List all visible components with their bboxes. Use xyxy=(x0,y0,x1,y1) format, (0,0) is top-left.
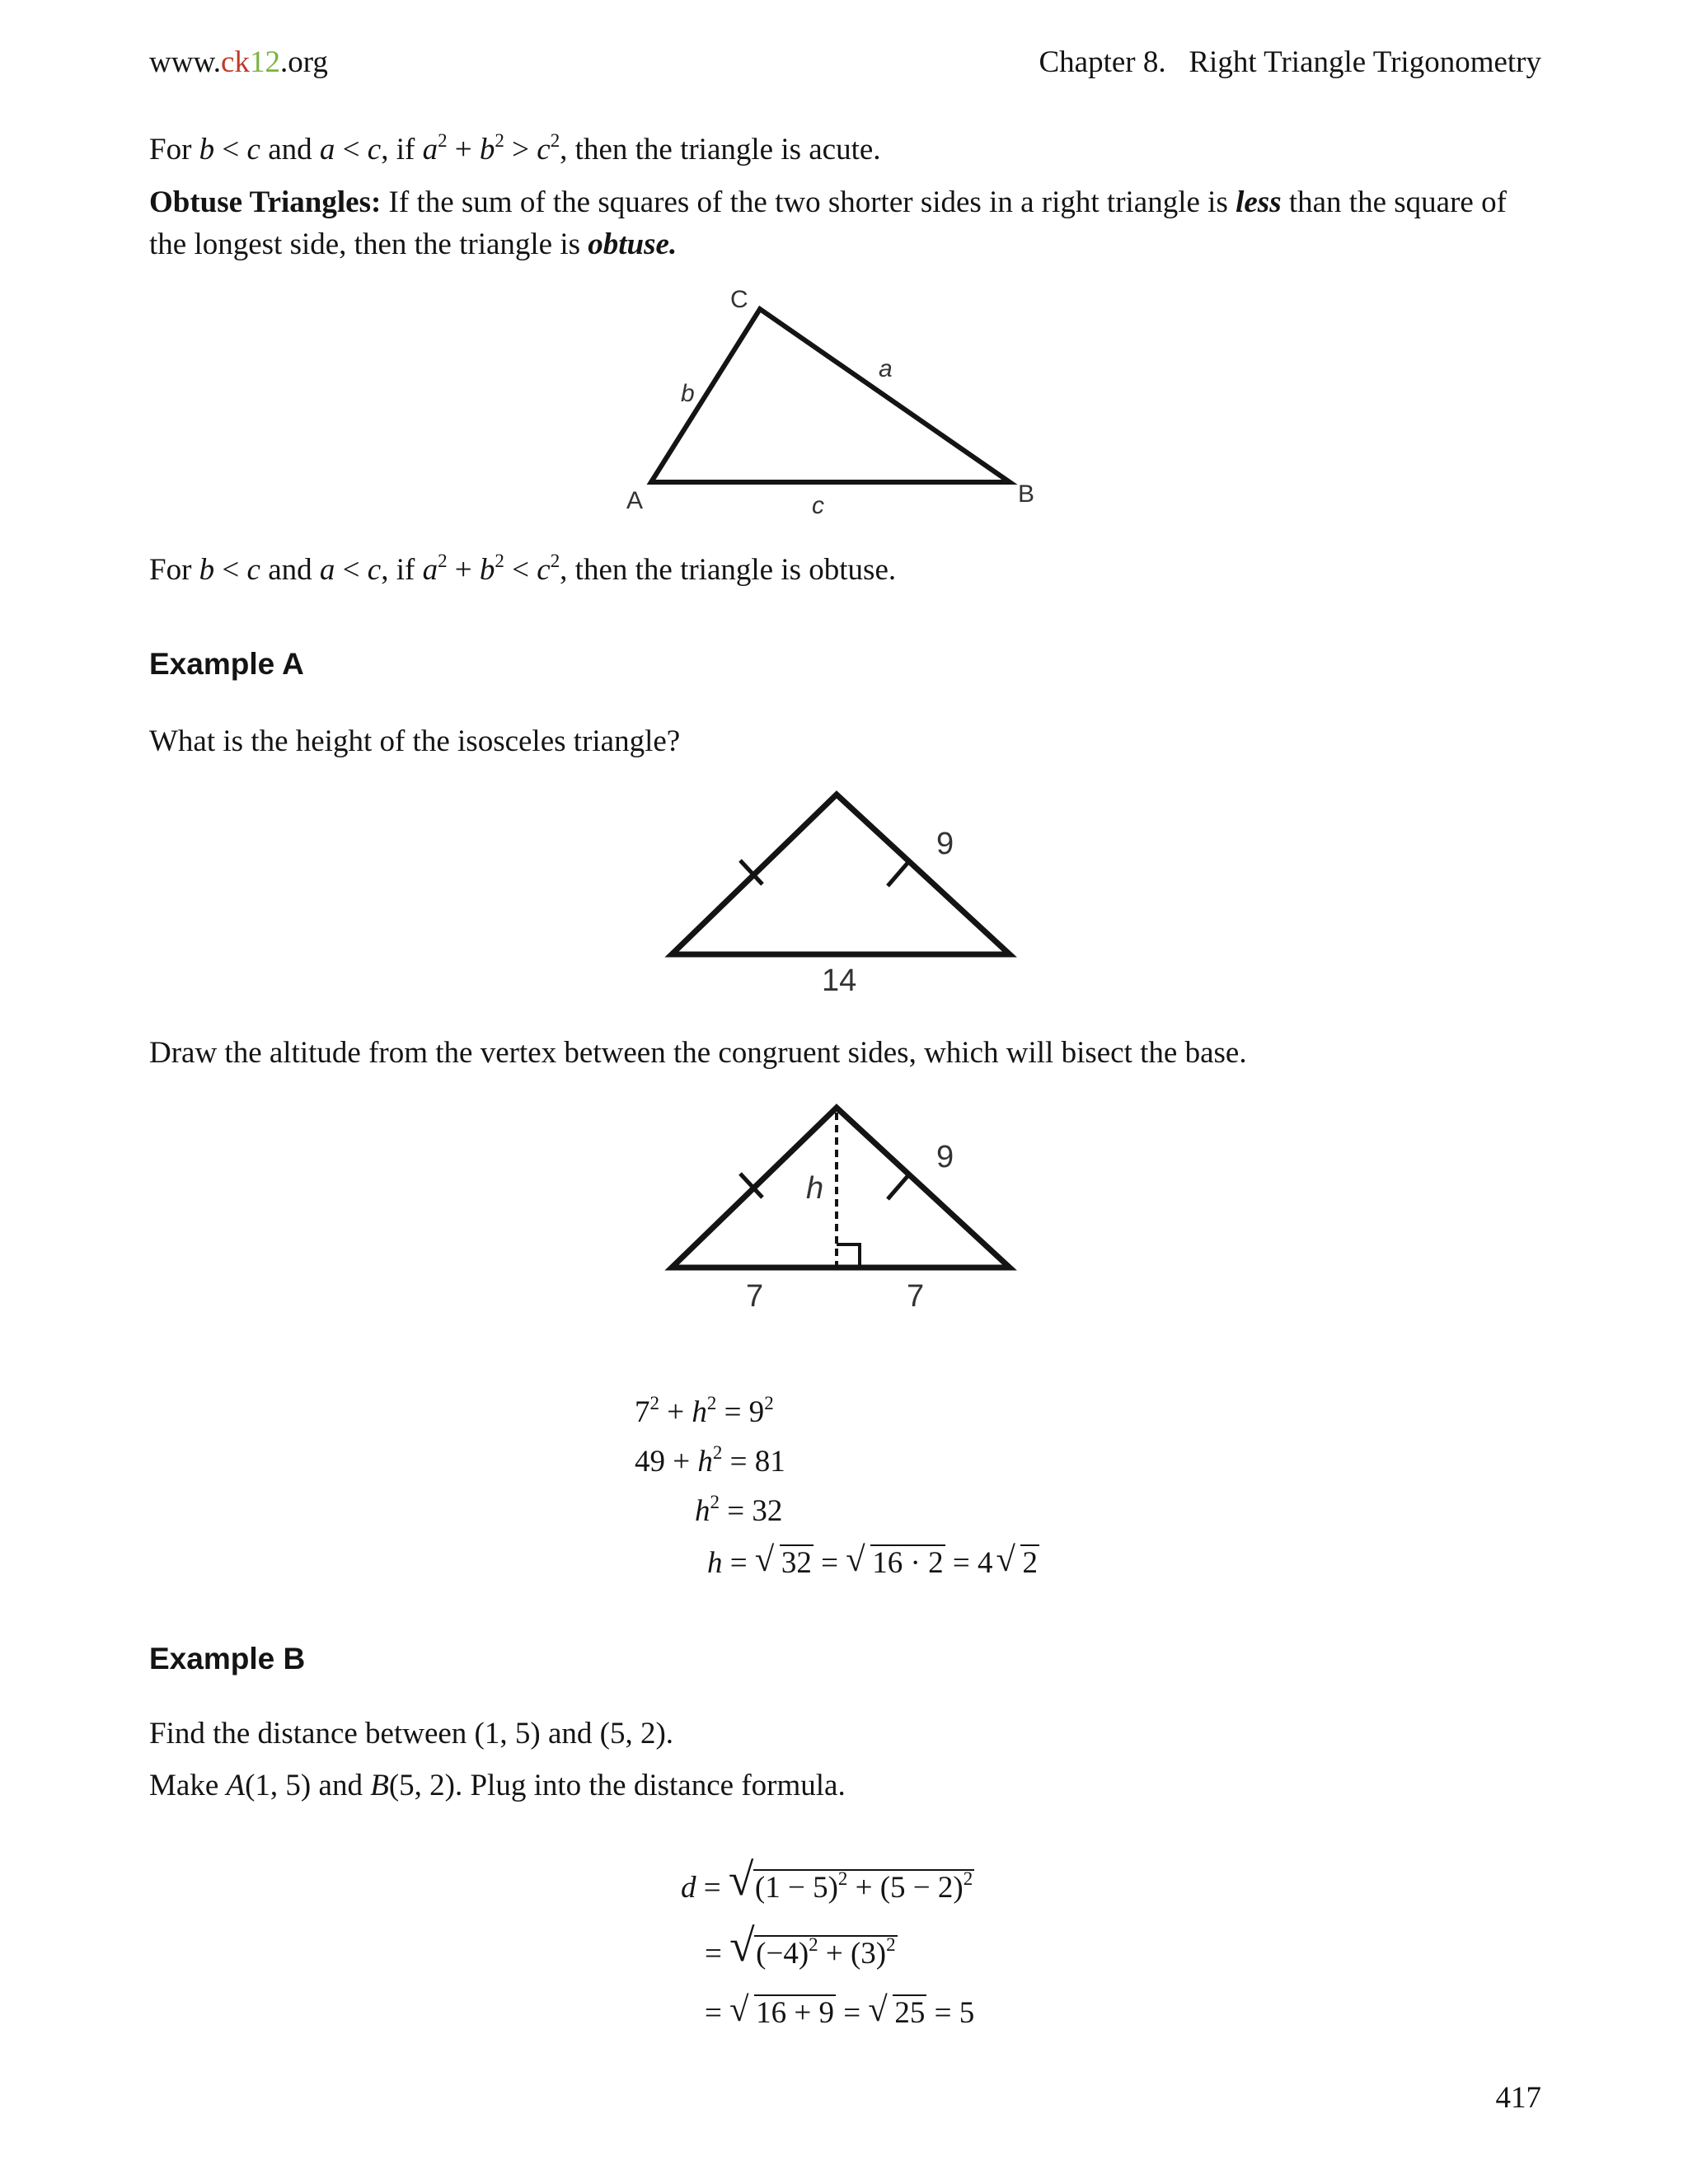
page-number: 417 xyxy=(1495,2081,1541,2115)
op: < xyxy=(504,553,537,587)
text: and xyxy=(260,553,320,587)
radical xyxy=(846,1540,945,1582)
obtuse-rule xyxy=(149,551,896,590)
text: , if xyxy=(381,133,423,166)
obtuse-triangle-figure xyxy=(610,284,1055,523)
var: a xyxy=(319,133,335,166)
solution-b-line2 xyxy=(705,1921,898,1972)
point-name: B xyxy=(370,1769,389,1802)
op: > xyxy=(504,133,537,166)
op: = xyxy=(705,1996,730,2030)
height-label-h: h xyxy=(806,1171,824,1206)
example-b-heading: Example B xyxy=(149,1642,306,1675)
text: and xyxy=(260,133,320,166)
op: < xyxy=(214,133,247,166)
op: = xyxy=(722,1546,755,1580)
chapter-number: Chapter 8. xyxy=(1039,45,1166,79)
radicand: 25 xyxy=(894,1996,926,2030)
side-label-b: b xyxy=(681,380,695,407)
radical-sign: √ xyxy=(868,1990,888,2029)
example-b-instruction xyxy=(149,1766,846,1806)
text: For xyxy=(149,553,199,587)
var: b xyxy=(199,133,215,166)
url-prefix: www. xyxy=(149,45,222,79)
triangle-abc xyxy=(651,309,1010,482)
term: = 81 xyxy=(722,1445,785,1479)
isosceles-triangle-figure xyxy=(651,783,1039,1005)
chapter-title: Right Triangle Trigonometry xyxy=(1189,45,1541,79)
text: For xyxy=(149,133,199,166)
solution-b-line1 xyxy=(681,1855,974,1906)
var: h xyxy=(692,1395,707,1429)
half-base-left-label: 7 xyxy=(746,1279,764,1314)
term: + (3) xyxy=(818,1937,887,1971)
var: h xyxy=(695,1494,710,1528)
exponent: 2 xyxy=(706,1393,717,1414)
term: = 5 xyxy=(926,1996,975,2030)
coordinate: (1, 5) xyxy=(245,1769,312,1802)
url-brand-12: 12 xyxy=(249,45,280,79)
radical-sign: √ xyxy=(729,1921,755,1971)
term: + (5 − 2) xyxy=(847,1871,964,1905)
obtuse-definition xyxy=(149,181,1542,265)
right-angle-mark xyxy=(837,1244,860,1268)
congruence-tick-right xyxy=(888,861,909,886)
radicand: 32 xyxy=(781,1546,812,1580)
radical xyxy=(868,1990,926,2032)
exponent: 2 xyxy=(710,1492,720,1513)
term: 49 + xyxy=(635,1445,698,1479)
coordinate: (5, 2) xyxy=(388,1769,455,1802)
text: , then the triangle is acute. xyxy=(560,133,881,166)
exponent: 2 xyxy=(550,130,560,152)
var: a xyxy=(422,133,438,166)
side-label-9: 9 xyxy=(936,1140,954,1174)
exponent: 2 xyxy=(764,1393,774,1414)
radical-sign: √ xyxy=(729,1990,749,2029)
exponent: 2 xyxy=(438,551,448,572)
op: + xyxy=(659,1395,692,1429)
example-b-question: Find the distance between (1, 5) and (5, 2). xyxy=(149,1717,674,1750)
header-url[interactable] xyxy=(149,43,328,82)
text: , if xyxy=(381,553,423,587)
radicand xyxy=(753,1869,974,1906)
var: a xyxy=(319,553,335,587)
op: < xyxy=(214,553,247,587)
op: = xyxy=(705,1937,730,1971)
url-suffix: .org xyxy=(279,45,328,79)
solution-a-line3 xyxy=(695,1493,782,1529)
side-label-c: c xyxy=(812,492,824,519)
vertex-label-b: B xyxy=(1018,480,1035,508)
exponent: 2 xyxy=(649,1393,659,1414)
emphasis-obtuse: obtuse. xyxy=(588,227,678,262)
var: c xyxy=(537,133,551,166)
radical-sign: √ xyxy=(996,1540,1015,1579)
side-label-a: a xyxy=(879,355,893,382)
exponent: 2 xyxy=(837,1868,848,1890)
half-base-right-label: 7 xyxy=(907,1279,925,1314)
term: (−4) xyxy=(756,1937,809,1971)
exponent: 2 xyxy=(550,551,560,572)
exponent: 2 xyxy=(438,130,448,152)
term: (1 − 5) xyxy=(754,1871,838,1905)
text: and xyxy=(311,1769,371,1802)
radicand: 16 + 9 xyxy=(756,1996,834,2030)
var: c xyxy=(246,553,260,587)
base-label-14: 14 xyxy=(822,963,857,998)
vertex-label-a: A xyxy=(626,487,644,514)
op: < xyxy=(335,133,368,166)
exponent: 2 xyxy=(886,1934,896,1956)
text: Make xyxy=(149,1769,227,1802)
radical xyxy=(729,1921,897,1972)
var: c xyxy=(367,133,382,166)
radical xyxy=(728,1855,974,1906)
exponent: 2 xyxy=(495,551,504,572)
var: h xyxy=(697,1445,713,1479)
acute-rule xyxy=(149,130,881,170)
term: = 9 xyxy=(716,1395,765,1429)
op: + xyxy=(447,553,480,587)
exponent: 2 xyxy=(495,130,504,152)
radical xyxy=(754,1540,814,1582)
radical-sign: √ xyxy=(728,1855,754,1905)
term: = 4 xyxy=(945,1546,993,1580)
point-name: A xyxy=(226,1769,246,1802)
radical xyxy=(729,1990,836,2032)
definition-term: Obtuse Triangles: xyxy=(149,185,382,219)
op: = xyxy=(836,1996,869,2030)
var: b xyxy=(479,133,495,166)
var: c xyxy=(367,553,382,587)
radicand xyxy=(754,1935,897,1972)
solution-a-line2 xyxy=(635,1444,785,1479)
op: < xyxy=(335,553,368,587)
radicand: 2 xyxy=(1022,1546,1038,1580)
definition-text: than the square of the longest side, then the triangle is xyxy=(149,185,1507,262)
radical-sign: √ xyxy=(754,1540,775,1579)
solution-b-line3 xyxy=(705,1990,975,2032)
side-label-9: 9 xyxy=(936,827,954,861)
var: c xyxy=(246,133,260,166)
var: h xyxy=(707,1546,723,1580)
op: = xyxy=(696,1871,729,1905)
exponent: 2 xyxy=(963,1868,973,1890)
var: b xyxy=(199,553,215,587)
radicand: 16 · 2 xyxy=(872,1546,944,1580)
op: = xyxy=(813,1546,846,1580)
example-a-question: What is the height of the isosceles triangle? xyxy=(149,724,681,758)
op: + xyxy=(447,133,480,166)
example-a-heading: Example A xyxy=(149,647,304,681)
solution-a-line4 xyxy=(707,1540,1039,1582)
solution-a-line1 xyxy=(635,1394,774,1430)
exponent: 2 xyxy=(712,1442,723,1464)
chapter-heading xyxy=(1039,43,1541,82)
emphasis-less: less xyxy=(1236,185,1282,219)
definition-text: If the sum of the squares of the two shorter sides in a right triangle is xyxy=(381,185,1236,219)
term: = 32 xyxy=(719,1494,783,1528)
radical xyxy=(996,1540,1039,1582)
exponent: 2 xyxy=(809,1934,818,1956)
vertex-label-c: C xyxy=(730,286,748,313)
text: , then the triangle is obtuse. xyxy=(560,553,897,587)
var: d xyxy=(681,1871,696,1905)
radical-sign: √ xyxy=(846,1540,865,1579)
term: 7 xyxy=(635,1395,650,1429)
var: c xyxy=(537,553,551,587)
congruence-tick-right xyxy=(888,1174,909,1199)
altitude-triangle-figure xyxy=(651,1096,1039,1319)
url-brand-ck: ck xyxy=(221,45,250,79)
isosceles-triangle xyxy=(672,794,1010,954)
text: . Plug into the distance formula. xyxy=(454,1769,846,1802)
var: b xyxy=(479,553,495,587)
var: a xyxy=(422,553,438,587)
example-a-instruction: Draw the altitude from the vertex between the congruent sides, which will bisect the base. xyxy=(149,1036,1247,1070)
